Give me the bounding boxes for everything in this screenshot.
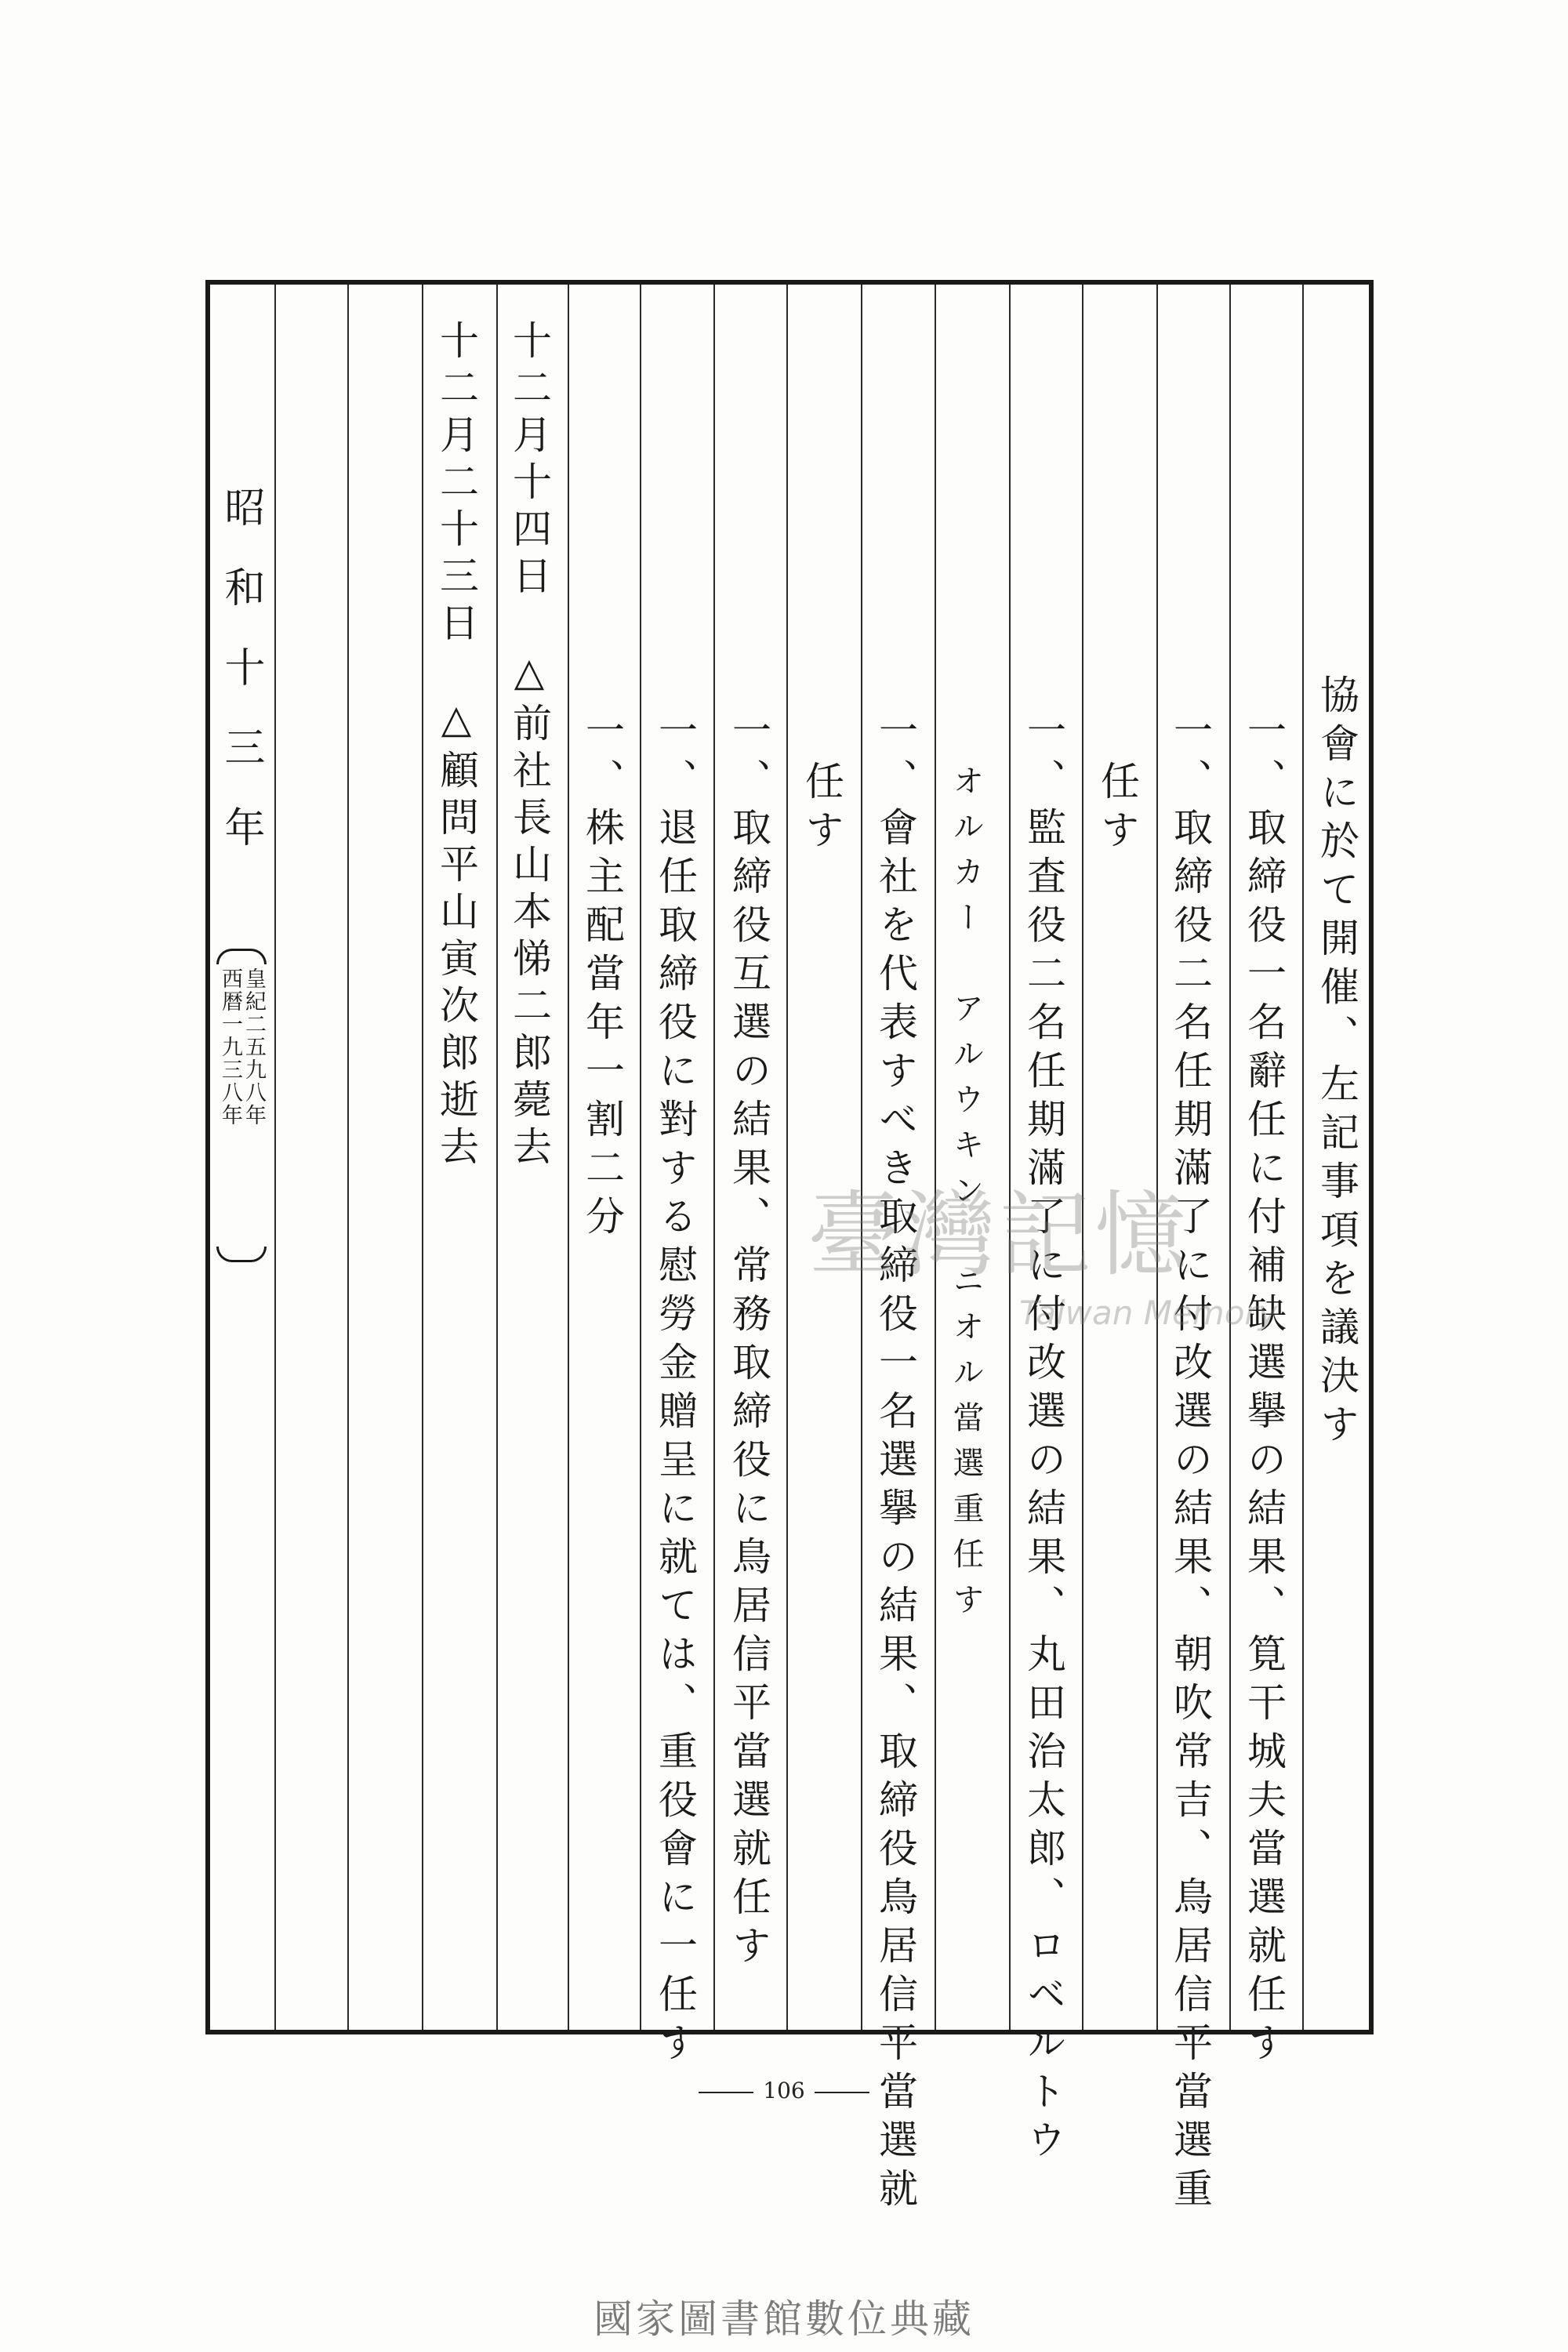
- bracket-shape: [216, 949, 267, 964]
- column-rule: [1229, 285, 1231, 2030]
- page-number-value: 106: [763, 2078, 805, 2103]
- text-column: 協會に於て開催、左記事項を議決す: [1314, 674, 1359, 1452]
- column-rule: [1082, 285, 1083, 2030]
- dash-line: [699, 2092, 753, 2093]
- column-rule: [786, 285, 788, 2030]
- bracket-shape: [216, 1247, 267, 1262]
- column-rule: [1009, 285, 1011, 2030]
- column-rule: [422, 285, 423, 2030]
- column-rule: [1302, 285, 1304, 2030]
- column-rule: [935, 285, 936, 2030]
- column-rule: [568, 285, 569, 2030]
- column-rule: [640, 285, 641, 2030]
- column-rule: [496, 285, 498, 2030]
- dash-line: [815, 2092, 869, 2093]
- era-note-imperial: 皇紀二五九八年: [241, 967, 266, 1127]
- era-note-western: 西暦一九三八年: [218, 967, 242, 1127]
- text-column: オルカー アルウキン ニオル當選重任す: [948, 764, 984, 1628]
- text-column: 十二月十四日 △前社長山本悌二郎薨去: [506, 320, 552, 1173]
- text-column: 一、取締役互選の結果、常務取締役に鳥居信平當選就任す: [726, 710, 771, 1973]
- era-note: [210, 949, 274, 1262]
- text-column: 一、會社を代表すべき取締役一名選擧の結果、取締役鳥居信平當選就: [873, 710, 918, 2216]
- page-number: [0, 2078, 1568, 2103]
- era-year: 昭和十三年: [217, 486, 264, 886]
- text-column: 任す: [1094, 760, 1140, 858]
- watermark-sub: Taiwan Memory: [1019, 1294, 1278, 1332]
- column-rule: [347, 285, 349, 2030]
- column-rule: [1156, 285, 1158, 2030]
- text-column: 任す: [799, 760, 844, 858]
- text-column: 一、取締役二名任期滿了に付改選の結果、朝吹常吉、鳥居信平當選重: [1167, 710, 1213, 2216]
- column-rule: [861, 285, 862, 2030]
- era-heading: [205, 486, 276, 886]
- text-column: 一、監査役二名任期滿了に付改選の結果、丸田治太郎、ロベルトウ: [1021, 710, 1066, 2168]
- text-column: 一、株主配當年一割二分: [579, 710, 625, 1244]
- text-column: 十二月二十三日 △顧問平山寅次郎逝去: [434, 320, 479, 1173]
- text-column: 一、取締役一名辭任に付補缺選擧の結果、筧干城夫當選就任す: [1241, 710, 1287, 2071]
- column-rule: [713, 285, 715, 2030]
- archive-footer: 國家圖書館數位典藏: [593, 2296, 975, 2342]
- text-column: 一、退任取締役に對する慰勞金贈呈に就ては、重役會に一任す: [652, 710, 698, 2071]
- watermark-main: 臺灣記憶: [808, 1181, 1191, 1289]
